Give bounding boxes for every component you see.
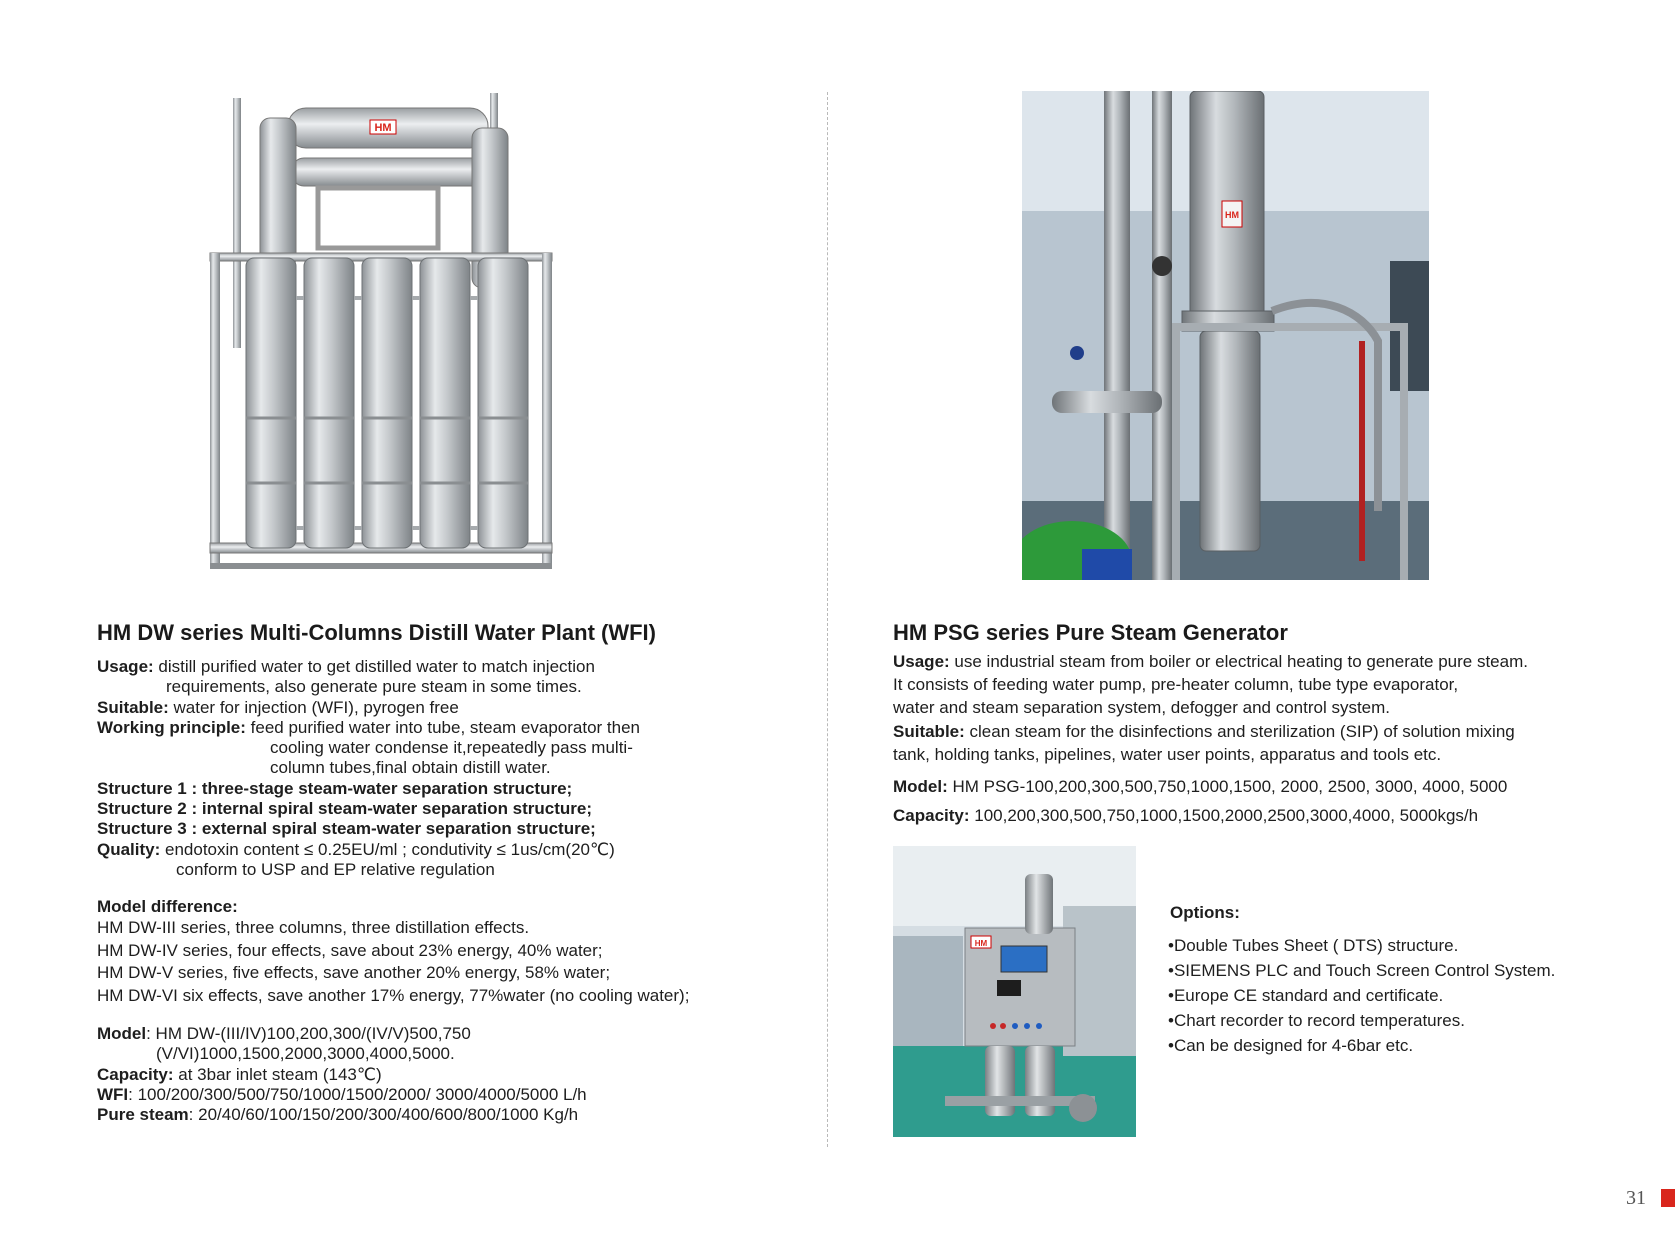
dw-series-title: HM DW series Multi-Columns Distill Water Plant (WFI) <box>97 620 656 645</box>
dw-capacity-label: Capacity: <box>97 1064 174 1084</box>
dw-suitable-label: Suitable: <box>97 697 169 717</box>
dw-structure-2: Structure 2 : internal spiral steam-water separation structure; <box>97 799 593 819</box>
psg-usage-text: use industrial steam from boiler or electrical heating to generate pure steam. <box>949 652 1528 671</box>
dw-quality-text: endotoxin content ≤ 0.25EU/ml ; condutivity ≤ 1us/cm(20℃) <box>160 839 615 859</box>
dw-model-diff-item: HM DW-IV series, four effects, save about 23% energy, 40% water; <box>97 940 603 960</box>
psg-series-title: HM PSG series Pure Steam Generator <box>893 620 1288 645</box>
dw-model-diff-item: HM DW-III series, three columns, three distillation effects. <box>97 918 530 938</box>
psg-model-line <box>893 775 1507 798</box>
dw-capacity-line <box>97 1065 797 1085</box>
page-marker <box>1661 1189 1675 1207</box>
dw-wfi-label: WFI <box>97 1084 129 1104</box>
option-item: •Double Tubes Sheet ( DTS) structure. <box>1168 936 1459 955</box>
psg-capacity-label: Capacity: <box>893 806 970 825</box>
dw-model-difference <box>97 897 817 1007</box>
psg-usage-label: Usage: <box>893 652 950 671</box>
hm-logo-mark: HM <box>974 939 988 948</box>
dw-model-text-cont: (V/VI)1000,1500,2000,3000,4000,5000. <box>156 1044 455 1064</box>
dw-usage-text: distill purified water to get distilled water to match injection <box>153 657 595 676</box>
dw-model-capacity-block <box>97 1024 797 1125</box>
option-item: •SIEMENS PLC and Touch Screen Control System. <box>1168 961 1556 980</box>
psg-suitable-line <box>893 720 1653 743</box>
dw-principle-line <box>97 718 797 738</box>
dw-model-diff-heading: Model difference: <box>97 897 238 916</box>
dw-structure-3: Structure 3 : external spiral steam-water separation structure; <box>97 819 596 839</box>
psg-capacity-text: 100,200,300,500,750,1000,1500,2000,2500,3000,4000, 5000kgs/h <box>969 806 1479 825</box>
psg-usage-text-cont-2: water and steam separation system, defogger and control system. <box>893 698 1391 718</box>
dw-spec-block <box>97 657 797 880</box>
hm-logo-mark: HM <box>1225 210 1239 220</box>
option-item: •Can be designed for 4-6bar etc. <box>1168 1036 1414 1055</box>
dw-usage-text-cont: requirements, also generate pure steam in some times. <box>166 677 582 697</box>
dw-usage-label: Usage: <box>97 657 154 676</box>
column-divider <box>827 92 828 1147</box>
distill-water-plant-photo <box>200 88 586 580</box>
psg-options-list <box>1168 933 1555 1058</box>
psg-capacity-line <box>893 804 1478 827</box>
option-item: •Chart recorder to record temperatures. <box>1168 1011 1465 1030</box>
dw-suitable-text: water for injection (WFI), pyrogen free <box>168 697 459 717</box>
dw-model-label: Model <box>97 1024 147 1043</box>
dw-pure-steam-label: Pure steam <box>97 1105 189 1125</box>
page-number: 31 <box>1626 1187 1646 1209</box>
dw-quality-label: Quality: <box>97 839 161 859</box>
dw-quality-text-cont: conform to USP and EP relative regulation <box>176 859 495 879</box>
pure-steam-generator-photo <box>1022 91 1429 580</box>
dw-model-diff-item: HM DW-V series, five effects, save another 20% energy, 58% water; <box>97 963 611 983</box>
psg-unit-photo <box>893 846 1136 1137</box>
psg-usage-text-cont-1: It consists of feeding water pump, pre-heater column, tube type evaporator, <box>893 675 1459 695</box>
dw-principle-text-cont-1: cooling water condense it,repeatedly pass multi- <box>270 738 633 758</box>
psg-suitable-text-cont: tank, holding tanks, pipelines, water user points, apparatus and tools etc. <box>893 744 1442 764</box>
dw-pure-steam-text: : 20/40/60/100/150/200/300/400/600/800/1000 Kg/h <box>188 1105 579 1125</box>
dw-model-line <box>97 1024 797 1044</box>
psg-spec-block <box>893 650 1653 766</box>
dw-principle-text: feed purified water into tube, steam evaporator then <box>245 717 640 737</box>
psg-usage-line <box>893 650 1653 673</box>
dw-model-text: : HM DW-(III/IV)100,200,300/(IV/V)500,750 <box>146 1024 471 1043</box>
psg-model-text: HM PSG-100,200,300,500,750,1000,1500, 2000, 2500, 3000, 4000, 5000 <box>947 777 1508 796</box>
dw-wfi-line <box>97 1085 797 1105</box>
dw-wfi-text: : 100/200/300/500/750/1000/1500/2000/ 3000/4000/5000 L/h <box>128 1084 587 1104</box>
dw-pure-steam-line <box>97 1105 797 1125</box>
dw-quality-line <box>97 840 797 860</box>
psg-options-heading: Options: <box>1170 903 1240 922</box>
dw-principle-label: Working principle: <box>97 717 246 737</box>
dw-suitable-line <box>97 698 797 718</box>
dw-capacity-text: at 3bar inlet steam (143℃) <box>173 1064 382 1084</box>
option-item: •Europe CE standard and certificate. <box>1168 986 1444 1005</box>
psg-suitable-label: Suitable: <box>893 721 965 741</box>
dw-model-diff-item: HM DW-VI six effects, save another 17% energy, 77%water (no cooling water); <box>97 985 690 1005</box>
dw-structure-1: Structure 1 : three-stage steam-water separation structure; <box>97 778 573 798</box>
dw-usage-line <box>97 657 797 677</box>
hm-logo-mark: HM <box>374 122 392 134</box>
dw-principle-text-cont-2: column tubes,final obtain distill water. <box>270 758 551 778</box>
psg-model-label: Model: <box>893 777 948 796</box>
psg-suitable-text: clean steam for the disinfections and sterilization (SIP) of solution mixing <box>964 721 1515 741</box>
